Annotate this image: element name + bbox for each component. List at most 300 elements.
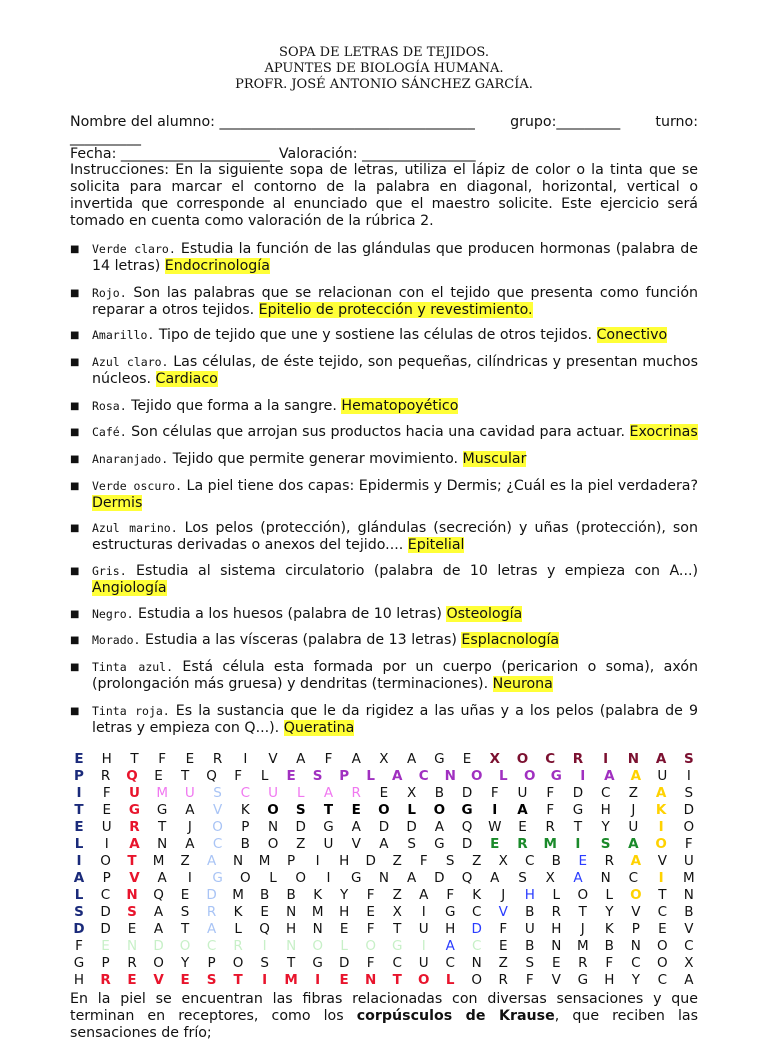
grid-letter[interactable]: C bbox=[206, 938, 217, 954]
grid-letter[interactable]: G bbox=[156, 802, 168, 818]
grid-letter[interactable]: A bbox=[628, 836, 639, 852]
grid-letter[interactable]: F bbox=[366, 921, 375, 937]
grid-letter[interactable]: L bbox=[552, 887, 561, 903]
grid-letter[interactable]: A bbox=[185, 802, 195, 818]
grid-letter[interactable]: A bbox=[630, 853, 642, 869]
grid-letter[interactable]: A bbox=[351, 819, 361, 835]
grid-letter[interactable]: S bbox=[518, 870, 527, 886]
grid-letter[interactable]: N bbox=[630, 938, 641, 954]
grid-letter[interactable]: K bbox=[313, 887, 323, 903]
grid-letter[interactable]: V bbox=[212, 802, 223, 818]
grid-letter[interactable]: G bbox=[391, 938, 403, 954]
grid-letter[interactable]: E bbox=[185, 751, 195, 767]
grid-letter[interactable]: H bbox=[524, 887, 535, 903]
grid-letter[interactable]: E bbox=[286, 768, 296, 784]
grid-letter[interactable]: A bbox=[153, 904, 164, 920]
grid-letter[interactable]: I bbox=[603, 751, 609, 767]
grid-letter[interactable]: F bbox=[324, 751, 333, 767]
grid-letter[interactable]: O bbox=[312, 938, 323, 954]
grid-letter[interactable]: U bbox=[128, 785, 140, 801]
grid-letter[interactable]: S bbox=[260, 955, 269, 971]
grid-letter[interactable]: G bbox=[128, 802, 140, 818]
grid-letter[interactable]: E bbox=[339, 972, 349, 988]
grid-letter[interactable]: I bbox=[315, 972, 321, 988]
grid-letter[interactable]: H bbox=[286, 921, 297, 937]
grid-letter[interactable]: P bbox=[74, 768, 84, 784]
grid-letter[interactable]: B bbox=[551, 853, 561, 869]
grid-letter[interactable]: G bbox=[212, 870, 223, 886]
grid-letter[interactable]: B bbox=[434, 785, 444, 801]
grid-letter[interactable]: D bbox=[365, 853, 376, 869]
name-blank[interactable]: ____________________________________ bbox=[219, 114, 475, 130]
grid-letter[interactable]: P bbox=[241, 819, 250, 835]
grid-letter[interactable]: I bbox=[76, 853, 82, 869]
grid-letter[interactable]: N bbox=[286, 938, 297, 954]
grid-letter[interactable]: B bbox=[259, 887, 270, 903]
grid-letter[interactable]: F bbox=[234, 768, 242, 784]
grid-letter[interactable]: Z bbox=[392, 887, 402, 903]
grid-letter[interactable]: V bbox=[268, 751, 278, 767]
grid-letter[interactable]: M bbox=[232, 887, 244, 903]
grid-letter[interactable]: E bbox=[74, 819, 84, 835]
grid-letter[interactable]: A bbox=[379, 836, 389, 852]
grid-letter[interactable]: F bbox=[499, 921, 508, 937]
grid-letter[interactable]: E bbox=[552, 955, 561, 971]
grid-letter[interactable]: A bbox=[185, 836, 195, 852]
grid-letter[interactable]: A bbox=[206, 853, 217, 869]
grid-letter[interactable]: I bbox=[187, 870, 192, 886]
grid-letter[interactable]: V bbox=[351, 836, 361, 852]
grid-letter[interactable]: S bbox=[127, 904, 137, 920]
grid-letter[interactable]: B bbox=[240, 836, 250, 852]
grid-letter[interactable]: R bbox=[127, 955, 137, 971]
grid-letter[interactable]: I bbox=[686, 768, 691, 784]
grid-letter[interactable]: E bbox=[180, 887, 190, 903]
grid-letter[interactable]: A bbox=[407, 751, 417, 767]
grid-letter[interactable]: T bbox=[578, 904, 587, 920]
grid-letter[interactable]: F bbox=[546, 785, 555, 801]
grid-letter[interactable]: R bbox=[129, 819, 140, 835]
grid-letter[interactable]: C bbox=[600, 785, 611, 801]
grid-letter[interactable]: G bbox=[73, 955, 85, 971]
grid-letter[interactable]: R bbox=[212, 751, 223, 767]
grid-letter[interactable]: D bbox=[461, 785, 473, 801]
grid-letter[interactable]: P bbox=[102, 870, 111, 886]
grid-letter[interactable]: U bbox=[418, 955, 429, 971]
grid-letter[interactable]: J bbox=[580, 921, 585, 937]
grid-letter[interactable]: E bbox=[260, 904, 269, 920]
grid-letter[interactable]: N bbox=[471, 955, 482, 971]
grid-letter[interactable]: E bbox=[379, 785, 389, 801]
grid-letter[interactable]: F bbox=[75, 938, 83, 954]
grid-letter[interactable]: E bbox=[102, 802, 111, 818]
grid-letter[interactable]: C bbox=[628, 870, 639, 886]
grid-letter[interactable]: N bbox=[551, 938, 562, 954]
grid-letter[interactable]: I bbox=[421, 904, 426, 920]
grid-letter[interactable]: U bbox=[524, 921, 535, 937]
grid-letter[interactable]: D bbox=[572, 785, 584, 801]
grid-letter[interactable]: M bbox=[258, 853, 271, 869]
grid-letter[interactable]: I bbox=[658, 870, 664, 886]
grid-letter[interactable]: E bbox=[154, 768, 163, 784]
grid-letter[interactable]: N bbox=[267, 819, 279, 835]
grid-letter[interactable]: T bbox=[233, 972, 243, 988]
grid-letter[interactable]: L bbox=[445, 972, 455, 988]
grid-letter[interactable]: I bbox=[492, 802, 498, 818]
grid-letter[interactable]: C bbox=[212, 836, 223, 852]
grid-letter[interactable]: R bbox=[545, 819, 555, 835]
grid-letter[interactable]: F bbox=[546, 802, 555, 818]
grid-letter[interactable]: I bbox=[262, 938, 267, 954]
grid-letter[interactable]: F bbox=[419, 853, 428, 869]
grid-letter[interactable]: F bbox=[490, 785, 499, 801]
grid-letter[interactable]: S bbox=[312, 768, 323, 784]
grid-letter[interactable]: A bbox=[153, 921, 164, 937]
grid-letter[interactable]: A bbox=[391, 768, 403, 784]
grid-letter[interactable]: D bbox=[434, 870, 445, 886]
grid-letter[interactable]: M bbox=[576, 938, 589, 954]
grid-letter[interactable]: L bbox=[269, 870, 277, 886]
grade-blank[interactable]: ________________ bbox=[362, 146, 476, 162]
grid-letter[interactable]: R bbox=[100, 768, 111, 784]
grid-letter[interactable]: V bbox=[684, 921, 694, 937]
grid-letter[interactable]: E bbox=[127, 921, 137, 937]
grid-letter[interactable]: I bbox=[421, 938, 426, 954]
grid-letter[interactable]: G bbox=[434, 751, 445, 767]
grid-letter[interactable]: X bbox=[684, 955, 694, 971]
grid-letter[interactable]: R bbox=[572, 751, 584, 767]
grid-letter[interactable]: A bbox=[351, 751, 361, 767]
grid-letter[interactable]: G bbox=[350, 870, 362, 886]
grid-letter[interactable]: G bbox=[323, 819, 334, 835]
grid-letter[interactable]: Y bbox=[605, 904, 614, 920]
grid-letter[interactable]: I bbox=[315, 853, 320, 869]
grid-letter[interactable]: X bbox=[489, 751, 500, 767]
grid-letter[interactable]: C bbox=[545, 751, 556, 767]
grid-letter[interactable]: O bbox=[212, 819, 223, 835]
grid-letter[interactable]: F bbox=[605, 955, 614, 971]
grid-letter[interactable]: O bbox=[378, 802, 390, 818]
grid-letter[interactable]: C bbox=[392, 955, 402, 971]
grid-letter[interactable]: R bbox=[233, 938, 243, 954]
grid-letter[interactable]: S bbox=[600, 836, 611, 852]
grid-letter[interactable]: H bbox=[101, 751, 112, 767]
grid-letter[interactable]: S bbox=[206, 972, 217, 988]
grid-letter[interactable]: N bbox=[312, 921, 323, 937]
grid-letter[interactable]: X bbox=[392, 904, 402, 920]
grid-letter[interactable]: C bbox=[100, 887, 111, 903]
grid-letter[interactable]: Q bbox=[153, 887, 164, 903]
grid-letter[interactable]: Q bbox=[461, 819, 473, 835]
grid-letter[interactable]: R bbox=[551, 904, 561, 920]
grid-letter[interactable]: R bbox=[498, 972, 508, 988]
grid-letter[interactable]: C bbox=[525, 853, 535, 869]
grid-letter[interactable]: B bbox=[525, 938, 535, 954]
group-blank[interactable]: _________ bbox=[556, 114, 621, 130]
grid-letter[interactable]: T bbox=[393, 921, 402, 937]
grid-letter[interactable]: E bbox=[339, 921, 349, 937]
grid-letter[interactable]: O bbox=[365, 938, 376, 954]
grid-letter[interactable]: R bbox=[100, 972, 111, 988]
grid-letter[interactable]: T bbox=[658, 887, 667, 903]
grid-letter[interactable]: T bbox=[180, 768, 190, 784]
grid-letter[interactable]: A bbox=[296, 751, 306, 767]
grid-letter[interactable]: E bbox=[351, 802, 361, 818]
grid-letter[interactable]: B bbox=[604, 938, 614, 954]
grid-letter[interactable]: Z bbox=[180, 853, 190, 869]
grid-letter[interactable]: O bbox=[470, 768, 483, 784]
grid-letter[interactable]: L bbox=[605, 887, 614, 903]
grid-letter[interactable]: X bbox=[379, 751, 389, 767]
grid-letter[interactable]: K bbox=[655, 802, 667, 818]
grid-letter[interactable]: I bbox=[104, 836, 109, 852]
grid-letter[interactable]: R bbox=[206, 904, 217, 920]
grid-letter[interactable]: A bbox=[517, 802, 528, 818]
grid-letter[interactable]: N bbox=[365, 972, 377, 988]
grid-letter[interactable]: E bbox=[366, 904, 375, 920]
grid-letter[interactable]: N bbox=[444, 768, 456, 784]
shift-blank[interactable]: __________ bbox=[70, 130, 141, 146]
grid-letter[interactable]: U bbox=[628, 819, 639, 835]
grid-letter[interactable]: H bbox=[551, 921, 562, 937]
grid-letter[interactable]: L bbox=[74, 887, 84, 903]
grid-letter[interactable]: V bbox=[551, 972, 561, 988]
grid-letter[interactable]: A bbox=[419, 887, 429, 903]
date-blank[interactable]: _____________________ bbox=[120, 146, 270, 162]
grid-letter[interactable]: S bbox=[74, 904, 84, 920]
grid-letter[interactable]: I bbox=[326, 870, 331, 886]
grid-letter[interactable]: E bbox=[498, 938, 508, 954]
grid-letter[interactable]: G bbox=[444, 904, 456, 920]
grid-letter[interactable]: B bbox=[684, 904, 694, 920]
grid-letter[interactable]: T bbox=[127, 853, 137, 869]
grid-letter[interactable]: N bbox=[683, 887, 694, 903]
grid-letter[interactable]: Y bbox=[180, 955, 190, 971]
grid-letter[interactable]: A bbox=[630, 768, 642, 784]
grid-letter[interactable]: N bbox=[627, 751, 640, 767]
grid-letter[interactable]: I bbox=[76, 785, 82, 801]
grid-letter[interactable]: U bbox=[268, 785, 278, 801]
grid-letter[interactable]: O bbox=[630, 887, 642, 903]
grid-letter[interactable]: S bbox=[213, 785, 222, 801]
grid-letter[interactable]: L bbox=[234, 921, 242, 937]
grid-letter[interactable]: A bbox=[655, 751, 667, 767]
grid-letter[interactable]: Z bbox=[472, 853, 482, 869]
grid-letter[interactable]: G bbox=[550, 768, 562, 784]
grid-letter[interactable]: C bbox=[472, 904, 482, 920]
grid-letter[interactable]: O bbox=[433, 802, 446, 818]
grid-letter[interactable]: U bbox=[323, 836, 334, 852]
grid-letter[interactable]: I bbox=[243, 751, 248, 767]
grid-letter[interactable]: U bbox=[517, 785, 528, 801]
grid-letter[interactable]: E bbox=[658, 921, 667, 937]
grid-letter[interactable]: O bbox=[239, 870, 251, 886]
grid-letter[interactable]: K bbox=[240, 802, 250, 818]
grid-letter[interactable]: I bbox=[262, 972, 268, 988]
grid-letter[interactable]: J bbox=[501, 887, 506, 903]
grid-letter[interactable]: C bbox=[684, 938, 694, 954]
grid-letter[interactable]: G bbox=[577, 972, 589, 988]
grid-letter[interactable]: E bbox=[180, 972, 190, 988]
grid-letter[interactable]: U bbox=[184, 785, 195, 801]
grid-letter[interactable]: V bbox=[657, 853, 667, 869]
grid-letter[interactable]: N bbox=[126, 887, 138, 903]
grid-letter[interactable]: C bbox=[445, 955, 455, 971]
grid-letter[interactable]: Q bbox=[461, 870, 473, 886]
grid-letter[interactable]: D bbox=[295, 819, 306, 835]
grid-letter[interactable]: V bbox=[129, 870, 140, 886]
grid-letter[interactable]: O bbox=[657, 955, 668, 971]
grid-letter[interactable]: Q bbox=[126, 768, 138, 784]
grid-letter[interactable]: U bbox=[657, 768, 668, 784]
grid-letter[interactable]: A bbox=[73, 870, 85, 886]
grid-letter[interactable]: H bbox=[600, 802, 611, 818]
grid-letter[interactable]: D bbox=[406, 819, 417, 835]
grid-letter[interactable]: O bbox=[232, 955, 244, 971]
grid-letter[interactable]: S bbox=[525, 955, 535, 971]
grid-letter[interactable]: E bbox=[462, 751, 472, 767]
grid-letter[interactable]: X bbox=[545, 870, 555, 886]
grid-letter[interactable]: P bbox=[207, 955, 216, 971]
grid-letter[interactable]: O bbox=[524, 768, 536, 784]
grid-letter[interactable]: Y bbox=[631, 972, 640, 988]
grid-letter[interactable]: K bbox=[604, 921, 614, 937]
grid-letter[interactable]: X bbox=[498, 853, 508, 869]
grid-letter[interactable]: H bbox=[339, 904, 350, 920]
grid-letter[interactable]: B bbox=[286, 887, 296, 903]
grid-letter[interactable]: C bbox=[631, 955, 641, 971]
grid-letter[interactable]: A bbox=[206, 921, 217, 937]
grid-letter[interactable]: H bbox=[73, 972, 85, 988]
grid-letter[interactable]: K bbox=[472, 887, 482, 903]
grid-letter[interactable]: A bbox=[129, 836, 140, 852]
grid-letter[interactable]: L bbox=[260, 768, 269, 784]
grid-letter[interactable]: S bbox=[180, 904, 190, 920]
grid-letter[interactable]: G bbox=[312, 955, 323, 971]
grid-letter[interactable]: P bbox=[339, 768, 350, 784]
grid-letter[interactable]: K bbox=[233, 904, 243, 920]
grid-letter[interactable]: P bbox=[287, 853, 296, 869]
grid-letter[interactable]: N bbox=[126, 938, 138, 954]
grid-letter[interactable]: R bbox=[517, 836, 528, 852]
grid-letter[interactable]: F bbox=[366, 887, 375, 903]
grid-letter[interactable]: O bbox=[516, 751, 529, 767]
grid-letter[interactable]: F bbox=[102, 785, 111, 801]
grid-letter[interactable]: W bbox=[488, 819, 502, 835]
grid-letter[interactable]: T bbox=[158, 819, 167, 835]
grid-letter[interactable]: O bbox=[683, 819, 695, 835]
grid-letter[interactable]: Z bbox=[498, 955, 508, 971]
grid-letter[interactable]: R bbox=[604, 853, 614, 869]
grid-letter[interactable]: A bbox=[684, 972, 694, 988]
grid-letter[interactable]: H bbox=[604, 972, 615, 988]
grid-letter[interactable]: P bbox=[101, 955, 110, 971]
grid-letter[interactable]: F bbox=[446, 887, 455, 903]
grid-letter[interactable]: O bbox=[267, 836, 279, 852]
grid-letter[interactable]: D bbox=[471, 921, 482, 937]
grid-letter[interactable]: M bbox=[284, 972, 298, 988]
grid-letter[interactable]: O bbox=[417, 972, 430, 988]
grid-letter[interactable]: T bbox=[74, 802, 84, 818]
grid-letter[interactable]: A bbox=[407, 870, 417, 886]
grid-letter[interactable]: L bbox=[498, 768, 508, 784]
grid-letter[interactable]: A bbox=[490, 870, 500, 886]
grid-letter[interactable]: V bbox=[631, 904, 641, 920]
grid-letter[interactable]: A bbox=[445, 938, 455, 954]
grid-letter[interactable]: N bbox=[233, 853, 244, 869]
grid-letter[interactable]: N bbox=[157, 836, 168, 852]
grid-letter[interactable]: C bbox=[657, 904, 668, 920]
grid-letter[interactable]: O bbox=[100, 853, 111, 869]
grid-letter[interactable]: G bbox=[572, 802, 584, 818]
grid-letter[interactable]: U bbox=[101, 819, 112, 835]
grid-letter[interactable]: D bbox=[153, 938, 164, 954]
grid-letter[interactable]: O bbox=[295, 870, 307, 886]
grid-letter[interactable]: O bbox=[179, 938, 191, 954]
grid-letter[interactable]: O bbox=[471, 972, 483, 988]
grid-letter[interactable]: J bbox=[631, 802, 636, 818]
grid-letter[interactable]: R bbox=[578, 955, 588, 971]
grid-letter[interactable]: X bbox=[407, 785, 417, 801]
grid-letter[interactable]: C bbox=[472, 938, 482, 954]
grid-letter[interactable]: G bbox=[461, 802, 473, 818]
grid-letter[interactable]: C bbox=[240, 785, 251, 801]
grid-letter[interactable]: T bbox=[323, 802, 334, 818]
grid-letter[interactable]: E bbox=[578, 853, 588, 869]
grid-letter[interactable]: Q bbox=[259, 921, 270, 937]
grid-letter[interactable]: A bbox=[604, 768, 615, 784]
grid-letter[interactable]: Q bbox=[206, 768, 217, 784]
grid-letter[interactable]: O bbox=[267, 802, 279, 818]
grid-letter[interactable]: E bbox=[518, 819, 527, 835]
grid-letter[interactable]: D bbox=[206, 887, 217, 903]
grid-letter[interactable]: P bbox=[631, 921, 640, 937]
grid-letter[interactable]: H bbox=[445, 921, 456, 937]
grid-letter[interactable]: N bbox=[600, 870, 611, 886]
grid-letter[interactable]: O bbox=[655, 836, 667, 852]
grid-letter[interactable]: A bbox=[655, 785, 667, 801]
grid-letter[interactable]: Y bbox=[340, 887, 349, 903]
grid-letter[interactable]: J bbox=[187, 819, 192, 835]
grid-letter[interactable]: L bbox=[407, 802, 416, 818]
grid-letter[interactable]: S bbox=[445, 853, 455, 869]
grid-letter[interactable]: D bbox=[100, 921, 111, 937]
grid-letter[interactable]: A bbox=[323, 785, 334, 801]
grid-letter[interactable]: T bbox=[130, 751, 139, 767]
grid-letter[interactable]: H bbox=[339, 853, 350, 869]
grid-letter[interactable]: S bbox=[407, 836, 416, 852]
grid-letter[interactable]: D bbox=[338, 955, 350, 971]
grid-letter[interactable]: T bbox=[573, 819, 583, 835]
grid-letter[interactable]: L bbox=[74, 836, 84, 852]
grid-letter[interactable]: M bbox=[152, 853, 165, 869]
grid-letter[interactable]: F bbox=[366, 955, 375, 971]
grid-letter[interactable]: M bbox=[311, 904, 324, 920]
grid-letter[interactable]: M bbox=[156, 785, 168, 801]
grid-letter[interactable]: M bbox=[682, 870, 695, 886]
grid-letter[interactable]: D bbox=[683, 802, 695, 818]
grid-letter[interactable]: M bbox=[543, 836, 557, 852]
grid-letter[interactable]: E bbox=[127, 972, 137, 988]
grid-letter[interactable]: E bbox=[101, 938, 110, 954]
grid-letter[interactable]: L bbox=[340, 938, 348, 954]
grid-letter[interactable]: T bbox=[287, 955, 296, 971]
grid-letter[interactable]: V bbox=[153, 972, 164, 988]
grid-letter[interactable]: E bbox=[490, 836, 500, 852]
grid-letter[interactable]: D bbox=[378, 819, 390, 835]
grid-letter[interactable]: O bbox=[153, 955, 164, 971]
grid-letter[interactable]: G bbox=[434, 836, 445, 852]
